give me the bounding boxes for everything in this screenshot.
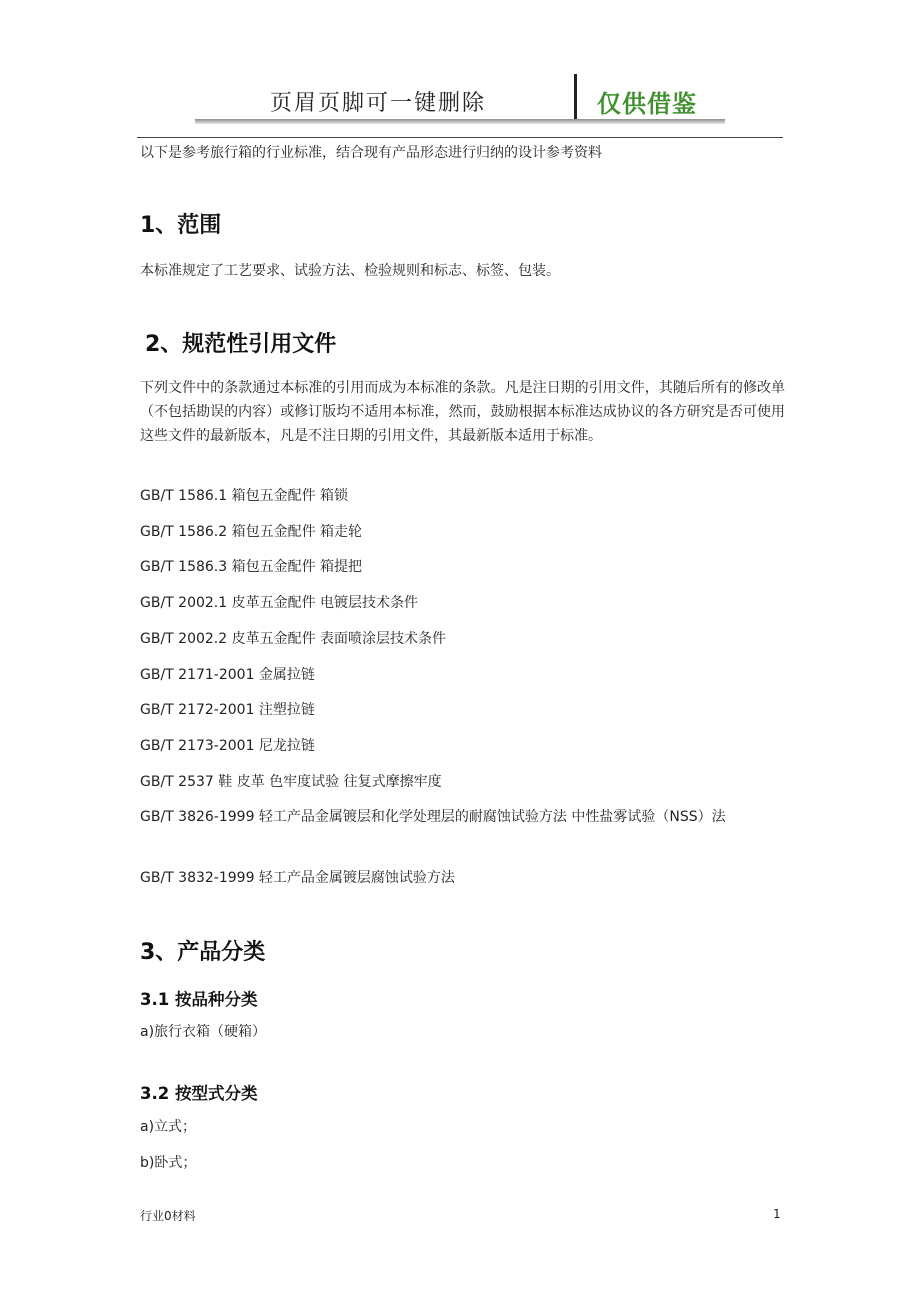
section-3-2-item: b)卧式； — [140, 1155, 197, 1171]
header-banner — [195, 72, 725, 127]
reference-item: GB/T 2172-2001 注塑拉链 — [140, 702, 315, 718]
reference-item: GB/T 2171-2001 金属拉链 — [140, 667, 315, 683]
section-1-body: 本标准规定了工艺要求、试验方法、检验规则和标志、标签、包装。 — [140, 263, 560, 279]
reference-item: GB/T 1586.2 箱包五金配件 箱走轮 — [140, 524, 363, 540]
reference-item: GB/T 2002.2 皮革五金配件 表面喷涂层技术条件 — [140, 631, 447, 647]
banner-right-text: 仅供借鉴 — [597, 90, 697, 118]
reference-item: GB/T 2002.1 皮革五金配件 电镀层技术条件 — [140, 595, 419, 611]
section-1-title: 1、范围 — [140, 213, 222, 238]
section-3-2-title: 3.2 按型式分类 — [140, 1084, 258, 1103]
reference-item: GB/T 1586.1 箱包五金配件 箱锁 — [140, 488, 349, 504]
header-rule — [137, 137, 783, 138]
intro-text: 以下是参考旅行箱的行业标准，结合现有产品形态进行归纳的设计参考资料 — [140, 145, 602, 161]
banner-left-text: 页眉页脚可一键删除 — [270, 91, 487, 116]
section-3-title: 3、产品分类 — [140, 940, 266, 965]
reference-item: GB/T 3826-1999 轻工产品金属镀层和化学处理层的耐腐蚀试验方法 中性盐雾试验（NSS）法 — [140, 809, 726, 825]
reference-item: GB/T 1586.3 箱包五金配件 箱提把 — [140, 559, 363, 575]
section-2-body: 下列文件中的条款通过本标准的引用而成为本标准的条款。凡是注日期的引用文件，其随后所有的修改单（不包括勘误的内容）或修订版均不适用本标准，然而，鼓励根据本标准达成协议的各方研究是否可使用这些文件的最新版本，凡是不注日期的引用文件，其最新版本适用于标准。 — [140, 380, 785, 444]
reference-item: GB/T 2537 鞋 皮革 色牢度试验 往复式摩擦牢度 — [140, 774, 442, 790]
footer-label: 行业0材料 — [140, 1209, 196, 1223]
banner-underline — [195, 119, 725, 124]
reference-item: GB/T 3832-1999 轻工产品金属镀层腐蚀试验方法 — [140, 870, 455, 886]
page-number: 1 — [773, 1207, 781, 1221]
section-2-title: 2、规范性引用文件 — [145, 332, 337, 357]
section-3-2-item: a)立式； — [140, 1119, 197, 1135]
section-3-1-title: 3.1 按品种分类 — [140, 990, 258, 1009]
reference-item: GB/T 2173-2001 尼龙拉链 — [140, 738, 315, 754]
section-3-1-item: a)旅行衣箱（硬箱） — [140, 1024, 267, 1040]
banner-divider — [574, 74, 577, 122]
